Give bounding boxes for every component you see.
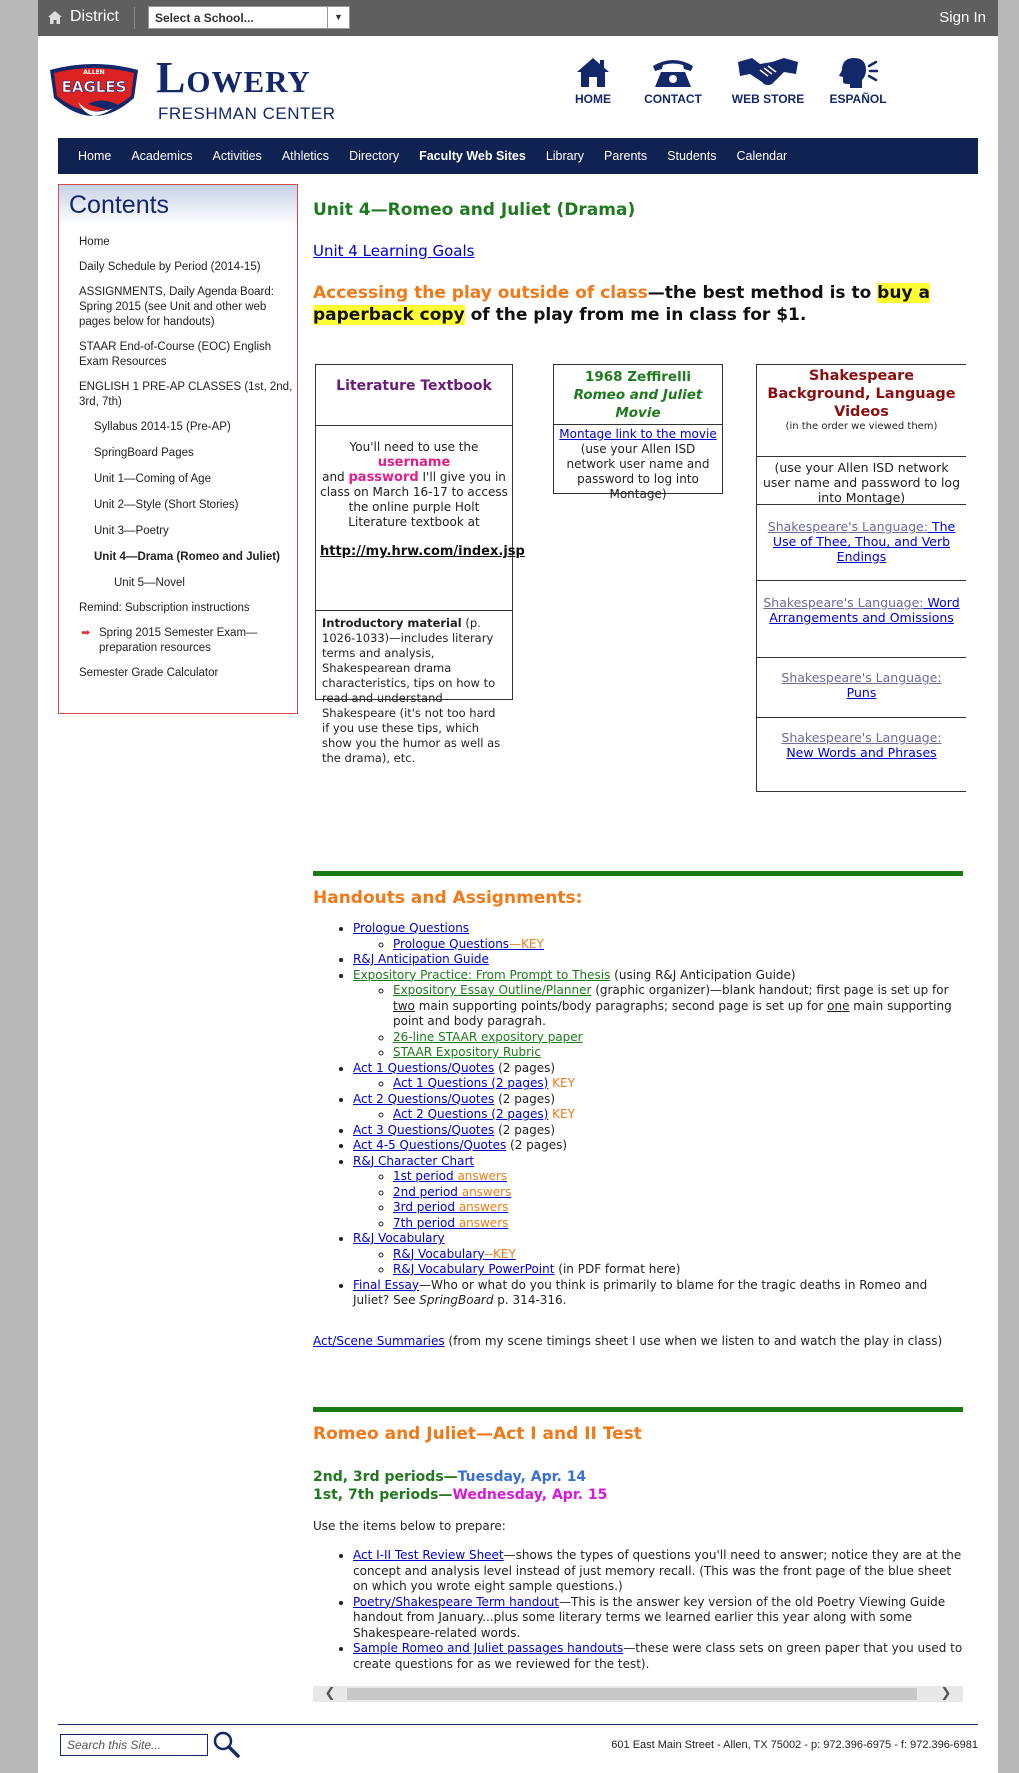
sidebar-item-home[interactable]: Home	[79, 236, 110, 248]
list-item	[353, 1641, 963, 1672]
outline-planner-link[interactable]: Expository Essay Outline/Planner	[393, 983, 592, 997]
period-answers-link[interactable]	[393, 1185, 511, 1199]
videos-note: (use your Allen ISD network user name and password to log into Montage)	[757, 457, 966, 505]
textbook-url-link[interactable]: http://my.hrw.com/index.jsp	[320, 544, 525, 559]
test-date-line	[313, 1486, 607, 1504]
sidebar-item-english1[interactable]: ENGLISH 1 PRE-AP CLASSES (1st, 2nd, 3rd, 7th)	[79, 381, 293, 408]
intro-end: of the play from me in class for $1.	[464, 305, 807, 325]
list-item	[353, 952, 963, 968]
movie-title	[554, 365, 722, 425]
key-label: KEY	[548, 1107, 575, 1121]
key-label: —KEY	[509, 936, 544, 951]
sidebar-item-remind[interactable]: Remind: Subscription instructions	[79, 602, 250, 614]
staar-paper-link[interactable]: 26-line STAAR expository paper	[393, 1029, 583, 1044]
nav-faculty-web-sites[interactable]: Faculty Web Sites	[419, 149, 526, 163]
act2-link[interactable]: Act 2 Questions/Quotes	[353, 1091, 495, 1106]
intro-material-rest: (p. 1026-1033)—includes literary terms and analysis, Shakespearean drama characteristics, tips on how to read and understand Shakespeare (it's not too hard if you use these tips, which show you the humor as well as the drama), etc.	[322, 616, 501, 765]
answers-label: answers	[455, 1200, 509, 1214]
final-rest1: —Who or what do you think is primarily to blame for the tragic deaths in Romeo and Juliet? See	[353, 1277, 928, 1307]
act45-link[interactable]: Act 4-5 Questions/Quotes	[353, 1138, 507, 1152]
phone-icon	[651, 56, 695, 88]
list-item	[353, 1154, 963, 1232]
school-select-value: Select a School...	[155, 11, 254, 25]
review-sheet-rest: —shows the types of questions you'll need to answer; notice they are at the concept and analysis level instead of just memory recall. (This was the front page of the blue sheet on which you wrote eight sample questions.)	[353, 1548, 962, 1593]
list-item	[393, 1169, 963, 1185]
list-item	[353, 1278, 963, 1309]
district-bar	[38, 0, 998, 36]
video-link-cell	[757, 505, 966, 581]
intro-paragraph	[313, 282, 930, 326]
period-label: 7th period	[393, 1215, 455, 1230]
contact-quick-link[interactable]	[638, 56, 708, 106]
list-item	[393, 1185, 963, 1201]
password-text: password	[348, 470, 419, 485]
handouts-title: Handouts and Assignments:	[313, 888, 583, 908]
passages-rest: —these were class sets on green paper that you used to create questions for as we reviewed for the test).	[353, 1641, 963, 1671]
springboard-text: SpringBoard	[419, 1293, 494, 1307]
anticipation-guide-link[interactable]: R&J Anticipation Guide	[353, 952, 489, 966]
video-link-a[interactable]: Shakespeare's Language:	[767, 519, 928, 534]
main-nav	[58, 138, 978, 174]
key-label: KEY	[548, 1076, 575, 1090]
home-quick-link[interactable]	[563, 56, 623, 106]
nav-calendar[interactable]: Calendar	[736, 149, 788, 163]
movie-title-line2: Romeo and Juliet Movie	[573, 387, 703, 421]
period-label: 3rd period	[393, 1200, 456, 1214]
nav-library[interactable]: Library	[545, 149, 585, 163]
textbook-title: Literature Textbook	[316, 365, 512, 426]
movie-note: (use your Allen ISD network user name and password to log into Montage)	[566, 442, 710, 501]
page-container	[38, 36, 998, 1773]
footer-address: 601 East Main Street - Allen, TX 75002 - p: 972.396-6975 - f: 972.396-6981	[611, 1739, 978, 1751]
movie-title-line1: 1968 Zeffirelli	[585, 369, 691, 385]
nav-athletics[interactable]: Athletics	[281, 149, 330, 163]
act1-link[interactable]: Act 1 Questions/Quotes	[353, 1060, 495, 1075]
act2-key-link[interactable]: Act 2 Questions (2 pages)	[393, 1107, 549, 1121]
list-item	[393, 1200, 963, 1216]
video-link-b[interactable]: Word Arrangements and Omissions	[769, 595, 960, 625]
term-handout-link[interactable]: Poetry/Shakespeare Term handout	[353, 1594, 560, 1609]
list-item	[393, 1247, 963, 1263]
outline-rest3: main supporting point and body paragrah.	[393, 998, 952, 1028]
final-essay-link[interactable]: Final Essay	[353, 1277, 420, 1292]
quick-link-label: HOME	[575, 92, 611, 106]
staar-rubric-link[interactable]: STAAR Expository Rubric	[393, 1045, 541, 1059]
test-date: Wednesday, Apr. 15	[452, 1487, 608, 1503]
nav-parents[interactable]: Parents	[604, 149, 648, 163]
quick-link-label: WEB STORE	[731, 92, 805, 106]
nav-students[interactable]: Students	[667, 149, 717, 163]
quick-link-label: ESPAÑOL	[829, 92, 887, 106]
page-title: Unit 4—Romeo and Juliet (Drama)	[313, 200, 636, 220]
test-date: Tuesday, Apr. 14	[457, 1469, 587, 1485]
vocabulary-ppt-link[interactable]: R&J Vocabulary PowerPoint	[393, 1262, 555, 1276]
list-item	[353, 1061, 963, 1092]
list-item	[393, 1216, 963, 1232]
home-icon	[48, 11, 62, 24]
pages-note: (2 pages)	[494, 1060, 556, 1075]
nav-academics[interactable]: Academics	[131, 149, 193, 163]
list-item	[353, 1595, 963, 1642]
video-link-cell	[757, 581, 966, 658]
district-link[interactable]	[48, 8, 119, 26]
video-link-cell	[757, 658, 966, 718]
prologue-key-link[interactable]	[393, 937, 544, 951]
test-date-line	[313, 1468, 607, 1486]
videos-header	[757, 365, 966, 457]
sidebar-item-unit2[interactable]: Unit 2—Style (Short Stories)	[94, 499, 239, 511]
intro-material-bold: Introductory material	[322, 616, 462, 630]
school-name[interactable]: Lowery	[156, 53, 311, 102]
list-item	[393, 1262, 963, 1278]
espanol-quick-link[interactable]	[823, 56, 893, 106]
list-item	[393, 1107, 963, 1123]
handshake-icon	[738, 56, 798, 88]
scroll-left-icon[interactable]: ❮	[324, 1686, 336, 1701]
textbook-and: and	[322, 470, 349, 484]
horizontal-scrollbar[interactable]	[313, 1686, 963, 1702]
list-item	[353, 1231, 963, 1278]
sidebar-title: Contents	[59, 185, 297, 225]
video-link-a[interactable]: Shakespeare's Language:	[781, 730, 942, 745]
pages-note: (2 pages)	[494, 1122, 556, 1137]
test-prep-list	[313, 1548, 963, 1672]
list-item	[393, 1030, 963, 1046]
answers-label: answers	[453, 1169, 508, 1183]
intro-highlight-1: buy a	[877, 283, 930, 303]
montage-movie-link[interactable]: Montage link to the movie	[559, 427, 717, 441]
list-item	[353, 921, 963, 952]
sidebar-item-assignments[interactable]: ASSIGNMENTS, Daily Agenda Board: Spring 2015 (see Unit and other web pages below for handouts)	[79, 286, 274, 328]
username-text: username	[377, 455, 451, 470]
character-chart-link[interactable]: R&J Character Chart	[353, 1153, 475, 1168]
vocabulary-key-link[interactable]	[393, 1247, 516, 1261]
sidebar-item-daily-schedule[interactable]: Daily Schedule by Period (2014-15)	[79, 261, 261, 273]
sidebar-item-unit5[interactable]: Unit 5—Novel	[114, 577, 185, 589]
scene-summaries-link[interactable]: Act/Scene Summaries	[313, 1334, 445, 1348]
textbook-body2: I'll give you in class on March 16-17 to access the online purple Holt Literature textbook at	[320, 470, 508, 529]
list-item	[393, 1045, 963, 1061]
sidebar-item-semester-exam[interactable]: ➡ Spring 2015 Semester Exam—preparation resources	[81, 626, 297, 656]
test-periods: 1st, 7th periods—	[313, 1487, 453, 1503]
quick-link-label: CONTACT	[644, 92, 702, 106]
pages-note: (2 pages)	[506, 1138, 568, 1152]
video-link-a[interactable]: Shakespeare's Language:	[781, 670, 942, 685]
outline-rest2: main supporting points/body paragraphs; second page is set up for	[414, 998, 828, 1013]
list-item	[393, 983, 963, 1030]
sidebar-item-syllabus[interactable]: Syllabus 2014-15 (Pre-AP)	[94, 421, 231, 433]
nav-activities[interactable]: Activities	[212, 149, 262, 163]
period-answers-link[interactable]	[393, 1216, 508, 1230]
videos-subtitle: (in the order we viewed them)	[785, 421, 938, 432]
sidebar-item-unit3[interactable]: Unit 3—Poetry	[94, 525, 169, 537]
movie-box	[553, 364, 723, 501]
answers-label: answers	[455, 1215, 509, 1230]
handouts-list	[313, 921, 963, 1309]
textbook-body1: You'll need to use the	[349, 440, 479, 454]
school-select[interactable]	[148, 6, 350, 29]
list-item	[353, 1092, 963, 1123]
list-item	[353, 968, 963, 1061]
movie-link-cell	[554, 425, 722, 504]
sign-in-link[interactable]: Sign In	[939, 9, 986, 26]
logo-text: EAGLES	[61, 78, 127, 96]
vocab-key-label: R&J Vocabulary	[393, 1246, 485, 1261]
main-content	[313, 186, 963, 1671]
scrollbar-thumb[interactable]	[347, 1688, 917, 1700]
test-title: Romeo and Juliet—Act I and II Test	[313, 1424, 642, 1444]
search-icon[interactable]	[212, 1730, 240, 1758]
expository-rest: (using R&J Anticipation Guide)	[610, 967, 796, 982]
logo-top-text: ALLEN	[83, 69, 105, 76]
list-item	[353, 1548, 963, 1595]
review-sheet-link[interactable]: Act I-II Test Review Sheet	[353, 1548, 504, 1562]
test-prep-text: Use the items below to prepare:	[313, 1519, 506, 1533]
textbook-access	[316, 426, 525, 611]
scroll-right-icon[interactable]: ❯	[940, 1686, 952, 1701]
videos-box	[756, 364, 966, 792]
speaker-head-icon	[838, 56, 878, 88]
pages-note: (2 pages)	[494, 1091, 556, 1106]
answers-label: answers	[457, 1184, 512, 1199]
sidebar-item-staar[interactable]: STAAR End-of-Course (EOC) English Exam Resources	[79, 341, 272, 368]
video-link-b[interactable]: New Words and Phrases	[786, 745, 937, 760]
period-label: 2nd period	[393, 1184, 458, 1199]
section-divider	[313, 1407, 963, 1412]
period-label: 1st period	[393, 1169, 454, 1183]
nav-home[interactable]: Home	[78, 149, 112, 163]
two-text: two	[393, 998, 415, 1013]
footer-divider	[58, 1724, 978, 1725]
search-input[interactable]: Search this Site...	[60, 1734, 208, 1756]
nav-directory[interactable]: Directory	[349, 149, 400, 163]
prologue-key-label: Prologue Questions	[393, 936, 510, 951]
prologue-link[interactable]: Prologue Questions	[353, 921, 470, 935]
test-periods: 2nd, 3rd periods—	[313, 1469, 458, 1485]
divider	[134, 7, 135, 29]
final-rest2: p. 314-316.	[493, 1293, 567, 1307]
key-label: --KEY	[484, 1246, 516, 1261]
list-item	[353, 1138, 963, 1154]
expository-practice-link[interactable]: Expository Practice: From Prompt to Thesis	[353, 967, 611, 982]
district-label: District	[70, 8, 119, 25]
list-item	[353, 1123, 963, 1139]
vocabulary-link[interactable]: R&J Vocabulary	[353, 1231, 445, 1245]
list-item	[393, 1076, 963, 1092]
video-link-b[interactable]: Puns	[846, 685, 877, 700]
period-answers-link[interactable]	[393, 1169, 507, 1183]
intro-mid: —the best method is to	[647, 283, 878, 303]
act3-link[interactable]: Act 3 Questions/Quotes	[353, 1122, 495, 1137]
one-text: one	[827, 998, 850, 1013]
intro-highlight-2: paperback copy	[313, 305, 465, 325]
sidebar-item-unit4[interactable]: Unit 4—Drama (Romeo and Juliet)	[94, 551, 280, 563]
contents-sidebar	[58, 184, 298, 714]
period-answers-link[interactable]	[393, 1200, 508, 1214]
sidebar-item-grade-calculator[interactable]: Semester Grade Calculator	[79, 667, 219, 679]
section-divider	[313, 871, 963, 876]
list-item	[393, 937, 963, 953]
sidebar-item-unit1[interactable]: Unit 1—Coming of Age	[94, 473, 211, 485]
term-handout-rest: —This is the answer key version of the old Poetry Viewing Guide handout from January...plus some literary terms we learned earlier this year along with some Shakespeare-related words.	[353, 1594, 946, 1640]
passages-handouts-link[interactable]: Sample Romeo and Juliet passages handouts	[353, 1641, 624, 1655]
web-store-quick-link[interactable]	[723, 56, 813, 106]
eagles-logo[interactable]	[48, 64, 140, 124]
summaries-line	[313, 1334, 963, 1350]
outline-rest1: (graphic organizer)—blank handout; first page is set up for	[591, 983, 949, 997]
video-link-b[interactable]: The Use of Thee, Thou, and Verb Endings	[772, 519, 956, 564]
act1-key-link[interactable]: Act 1 Questions (2 pages)	[393, 1076, 549, 1090]
chevron-down-icon[interactable]: ▼	[327, 7, 349, 28]
ppt-note: (in PDF format here)	[554, 1262, 681, 1276]
intro-orange: Accessing the play outside of class	[313, 283, 648, 303]
textbook-intro-material	[316, 611, 512, 771]
video-link-a[interactable]: Shakespeare's Language:	[763, 595, 924, 610]
learning-goals-link[interactable]: Unit 4 Learning Goals	[313, 242, 475, 260]
videos-title: Shakespeare Background, Language Videos	[767, 368, 956, 420]
textbook-box	[315, 364, 525, 765]
school-subtitle: FRESHMAN CENTER	[158, 104, 336, 123]
video-link-cell	[757, 718, 966, 760]
test-dates	[313, 1468, 607, 1504]
sidebar-item-springboard[interactable]: SpringBoard Pages	[94, 447, 194, 459]
summaries-rest: (from my scene timings sheet I use when we listen to and watch the play in class)	[444, 1334, 943, 1348]
home-icon	[575, 56, 611, 88]
